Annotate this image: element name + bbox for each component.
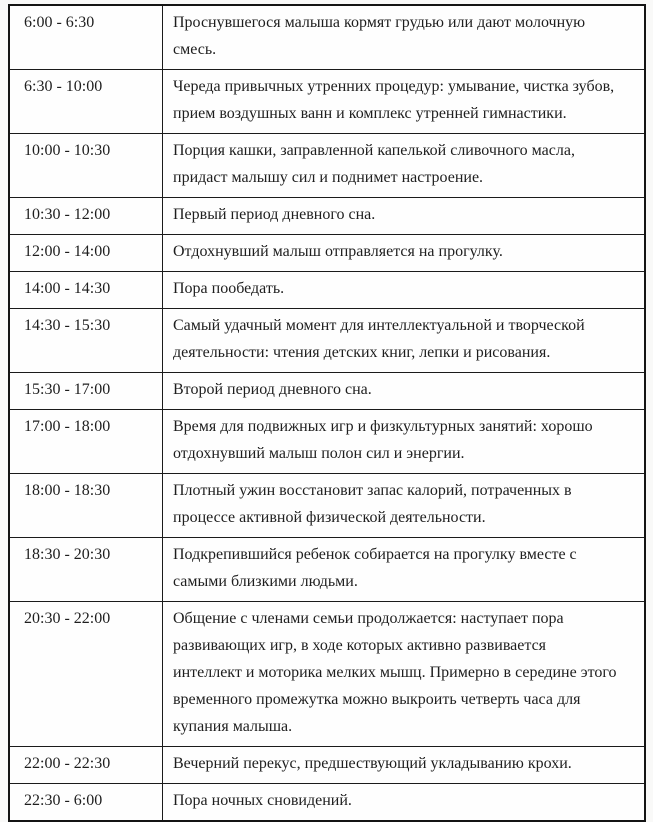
table-row (9, 784, 645, 822)
time-cell: 22:00 - 22:30 (9, 747, 163, 784)
time-cell: 10:30 - 12:00 (9, 198, 163, 235)
table-row (9, 134, 645, 198)
time-cell: 17:00 - 18:00 (9, 410, 163, 474)
table-row (9, 198, 645, 235)
table-row (9, 5, 645, 70)
time-cell: 20:30 - 22:00 (9, 602, 163, 747)
time-cell: 22:30 - 6:00 (9, 784, 163, 822)
activity-cell: Самый удачный момент для интеллектуальной и творческой деятельности: чтения детских книг, лепки и рисования. (163, 309, 646, 373)
table-row (9, 538, 645, 602)
time-cell: 6:00 - 6:30 (9, 5, 163, 70)
time-cell: 18:30 - 20:30 (9, 538, 163, 602)
activity-cell: Пора ночных сновидений. (163, 784, 646, 822)
activity-cell: Общение с членами семьи продолжается: наступает пора развивающих игр, в ходе которых активно развивается интеллект и моторика мелких мышц. Примерно в середине этого временного промежутка можно выкроить четверть часа для купания малыша. (163, 602, 646, 747)
activity-cell: Плотный ужин восстановит запас калорий, потраченных в процессе активной физической деятельности. (163, 474, 646, 538)
time-cell: 14:00 - 14:30 (9, 272, 163, 309)
table-row (9, 747, 645, 784)
daily-schedule-table (8, 4, 646, 822)
time-cell: 10:00 - 10:30 (9, 134, 163, 198)
schedule-body (9, 5, 645, 821)
page (0, 4, 653, 809)
time-cell: 18:00 - 18:30 (9, 474, 163, 538)
activity-cell: Проснувшегося малыша кормят грудью или дают молочную смесь. (163, 5, 646, 70)
table-row (9, 474, 645, 538)
time-cell: 12:00 - 14:00 (9, 235, 163, 272)
table-row (9, 309, 645, 373)
activity-cell: Пора пообедать. (163, 272, 646, 309)
table-row (9, 70, 645, 134)
activity-cell: Отдохнувший малыш отправляется на прогулку. (163, 235, 646, 272)
table-row (9, 410, 645, 474)
activity-cell: Вечерний перекус, предшествующий укладыванию крохи. (163, 747, 646, 784)
activity-cell: Подкрепившийся ребенок собирается на прогулку вместе с самыми близкими людьми. (163, 538, 646, 602)
table-row (9, 272, 645, 309)
activity-cell: Первый период дневного сна. (163, 198, 646, 235)
time-cell: 6:30 - 10:00 (9, 70, 163, 134)
table-row (9, 602, 645, 747)
activity-cell: Череда привычных утренних процедур: умывание, чистка зубов, прием воздушных ванн и комплекс утренней гимнастики. (163, 70, 646, 134)
table-row (9, 235, 645, 272)
table-row (9, 373, 645, 410)
activity-cell: Второй период дневного сна. (163, 373, 646, 410)
activity-cell: Время для подвижных игр и физкультурных занятий: хорошо отдохнувший малыш полон сил и энергии. (163, 410, 646, 474)
time-cell: 14:30 - 15:30 (9, 309, 163, 373)
activity-cell: Порция кашки, заправленной капелькой сливочного масла, придаст малышу сил и поднимет настроение. (163, 134, 646, 198)
time-cell: 15:30 - 17:00 (9, 373, 163, 410)
